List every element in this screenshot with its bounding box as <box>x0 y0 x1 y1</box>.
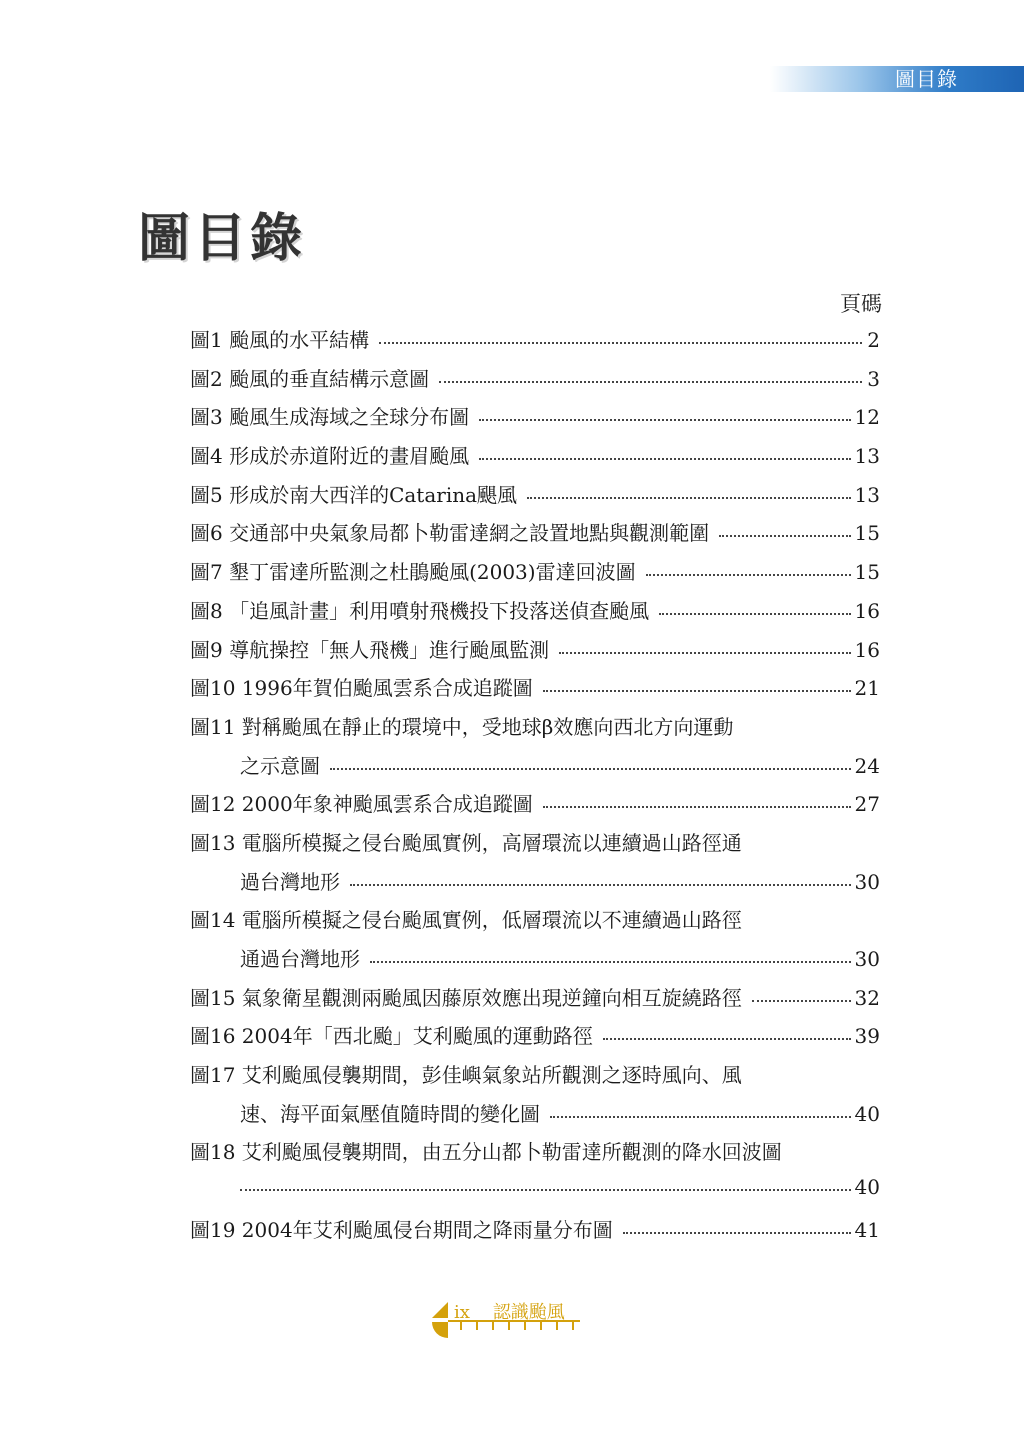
entry-label: 圖9 導航操控「無人飛機」進行颱風監測 <box>190 637 550 662</box>
book-title: 認識颱風 <box>492 1302 565 1323</box>
entry-label: 圖15 氣象衛星觀測兩颱風因藤原效應出現逆鐘向相互旋繞路徑 <box>190 985 742 1010</box>
entry-page: 32 <box>854 985 880 1010</box>
dot-leader <box>659 613 850 615</box>
entry-page: 3 <box>867 366 880 391</box>
dot-leader <box>752 1000 851 1002</box>
entry-label: 圖13 電腦所模擬之侵台颱風實例，高層環流以連續過山路徑通 <box>190 830 742 855</box>
entry-page: 40 <box>854 1175 880 1200</box>
entry-label: 圖18 艾利颱風侵襲期間，由五分山都卜勒雷達所觀測的降水回波圖 <box>190 1140 782 1165</box>
toc-entry <box>190 982 880 1021</box>
toc-entry <box>190 363 880 402</box>
dot-leader <box>623 1232 851 1234</box>
toc-entry <box>190 634 880 673</box>
toc-entry <box>190 1136 880 1175</box>
dot-leader <box>550 1116 851 1118</box>
entry-page: 21 <box>854 676 880 701</box>
toc-entry <box>190 1175 880 1214</box>
section-label: 圖目錄 <box>895 67 958 91</box>
dot-leader <box>439 381 862 383</box>
dot-leader <box>559 652 850 654</box>
entry-label: 圖11 對稱颱風在靜止的環境中，受地球β效應向西北方向運動 <box>190 714 734 739</box>
page-column-label: 頁碼 <box>840 292 882 316</box>
toc-entry <box>190 788 880 827</box>
dot-leader <box>527 497 851 499</box>
entry-page: 13 <box>854 482 880 507</box>
page-title: 圖目錄 <box>138 208 307 269</box>
toc-entry <box>190 401 880 440</box>
dot-leader <box>330 768 851 770</box>
entry-page: 15 <box>854 560 880 585</box>
toc-entry <box>190 1098 880 1137</box>
dot-leader <box>603 1038 851 1040</box>
dot-leader <box>479 419 850 421</box>
entry-label: 圖17 艾利颱風侵襲期間，彭佳嶼氣象站所觀測之逐時風向、風 <box>190 1063 742 1088</box>
entry-label: 圖10 1996年賀伯颱風雲系合成追蹤圖 <box>190 676 533 701</box>
toc-entry <box>190 479 880 518</box>
entry-label: 圖14 電腦所模擬之侵台颱風實例，低層環流以不連續過山路徑 <box>190 908 742 933</box>
page-footer <box>430 1298 590 1338</box>
entry-page: 24 <box>854 753 880 778</box>
toc-entry <box>190 1059 880 1098</box>
dot-leader <box>370 961 851 963</box>
entry-label: 圖4 形成於赤道附近的畫眉颱風 <box>190 444 470 469</box>
entry-page: 27 <box>854 792 880 817</box>
toc-entry <box>190 324 880 363</box>
entry-page: 30 <box>854 869 880 894</box>
entry-label: 圖12 2000年象神颱風雲系合成追蹤圖 <box>190 792 533 817</box>
figure-list <box>190 324 880 1253</box>
entry-page: 41 <box>854 1217 880 1242</box>
toc-entry <box>190 595 880 634</box>
entry-label: 圖8 「追風計畫」利用噴射飛機投下投落送偵查颱風 <box>190 598 650 623</box>
entry-label: 圖16 2004年「西北颱」艾利颱風的運動路徑 <box>190 1024 593 1049</box>
page-number: ix <box>454 1302 470 1323</box>
dot-leader <box>646 574 851 576</box>
toc-entry <box>190 943 880 982</box>
toc-entry <box>190 672 880 711</box>
entry-page: 16 <box>854 598 880 623</box>
toc-entry <box>190 1020 880 1059</box>
entry-page: 40 <box>854 1101 880 1126</box>
entry-page: 2 <box>867 328 880 352</box>
toc-entry <box>190 556 880 595</box>
entry-label: 圖2 颱風的垂直結構示意圖 <box>190 366 430 391</box>
entry-label: 圖1 颱風的水平結構 <box>190 328 370 352</box>
entry-page: 16 <box>854 637 880 662</box>
dot-leader <box>350 884 851 886</box>
entry-label-continued: 通過台灣地形 <box>240 947 360 971</box>
entry-label-continued: 之示意圖 <box>240 753 320 778</box>
toc-entry <box>190 517 880 556</box>
dot-leader <box>479 458 850 460</box>
entry-label: 圖7 墾丁雷達所監測之杜鵑颱風(2003)雷達回波圖 <box>190 560 636 585</box>
entry-page: 15 <box>854 521 880 546</box>
footer-text <box>454 1298 565 1324</box>
dot-leader <box>543 806 851 808</box>
entry-page: 12 <box>854 405 880 430</box>
entry-label: 圖5 形成於南大西洋的Catarina颶風 <box>190 482 518 507</box>
toc-entry <box>190 711 880 750</box>
header-band <box>770 66 1024 92</box>
entry-label-continued: 過台灣地形 <box>240 869 340 894</box>
toc-entry <box>190 827 880 866</box>
toc-entry <box>190 440 880 479</box>
entry-label: 圖19 2004年艾利颱風侵台期間之降雨量分布圖 <box>190 1217 613 1242</box>
entry-page: 39 <box>854 1024 880 1049</box>
toc-entry <box>190 866 880 905</box>
entry-page: 13 <box>854 444 880 469</box>
toc-entry <box>190 1214 880 1253</box>
entry-label: 圖6 交通部中央氣象局都卜勒雷達網之設置地點與觀測範圍 <box>190 521 710 546</box>
dot-leader <box>719 535 850 537</box>
toc-entry <box>190 904 880 943</box>
dot-leader <box>543 690 851 692</box>
dot-leader <box>240 1189 851 1191</box>
dot-leader <box>379 342 862 344</box>
toc-entry <box>190 750 880 789</box>
entry-page: 30 <box>854 947 880 971</box>
entry-label: 圖3 颱風生成海域之全球分布圖 <box>190 405 470 430</box>
entry-label-continued: 速、海平面氣壓值隨時間的變化圖 <box>240 1101 540 1126</box>
